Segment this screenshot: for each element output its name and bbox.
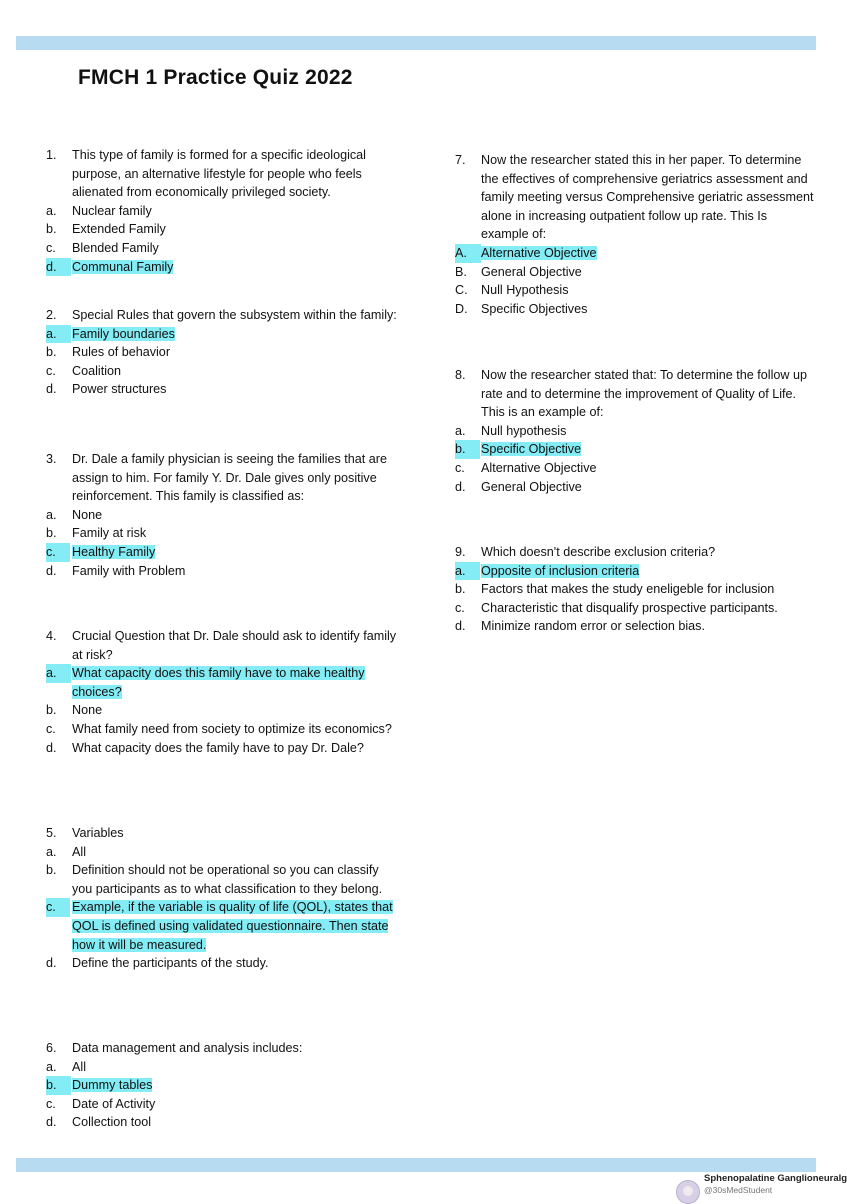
question-stem bbox=[455, 543, 817, 562]
option-text: Family with Problem bbox=[72, 563, 186, 578]
option-letter: b. bbox=[46, 526, 57, 541]
question-stem bbox=[46, 450, 398, 506]
answer-option bbox=[46, 362, 398, 381]
question-8 bbox=[455, 366, 817, 496]
answer-option bbox=[46, 1095, 398, 1114]
option-letter: b. bbox=[46, 222, 57, 237]
question-stem bbox=[46, 1039, 398, 1058]
answer-option-highlighted bbox=[46, 325, 398, 344]
avatar bbox=[676, 1180, 700, 1204]
option-letter: a. bbox=[46, 325, 71, 344]
answer-option bbox=[46, 506, 398, 525]
question-number: 3. bbox=[46, 452, 57, 466]
question-text: Now the researcher stated that: To determine the follow up rate and to determine the improvement of Quality of Life. This is an example of: bbox=[481, 368, 807, 420]
answer-option bbox=[46, 202, 398, 221]
answer-option bbox=[455, 263, 817, 282]
option-letter: a. bbox=[46, 507, 57, 522]
option-text: Example, if the variable is quality of life (QOL), states that QOL is defined using validated questionnaire. Then state how it will be measured. bbox=[72, 900, 393, 952]
option-letter: a. bbox=[46, 203, 57, 218]
option-letter: a. bbox=[455, 423, 466, 438]
question-number: 1. bbox=[46, 148, 57, 162]
option-letter: b. bbox=[455, 582, 466, 597]
option-text: Date of Activity bbox=[72, 1096, 156, 1111]
option-letter: b. bbox=[46, 1076, 71, 1095]
option-text: What family need from society to optimize its economics? bbox=[72, 721, 392, 736]
answer-option-highlighted bbox=[46, 664, 398, 701]
option-letter: a. bbox=[455, 562, 480, 581]
question-9 bbox=[455, 543, 817, 636]
watermark bbox=[668, 1168, 847, 1200]
option-letter: c. bbox=[455, 460, 465, 475]
option-letter: d. bbox=[46, 258, 71, 277]
answer-option bbox=[46, 220, 398, 239]
option-letter: c. bbox=[46, 543, 70, 562]
option-letter: d. bbox=[46, 1115, 57, 1130]
option-text: Characteristic that disqualify prospective participants. bbox=[481, 600, 778, 615]
answer-option bbox=[455, 459, 817, 478]
page-title: FMCH 1 Practice Quiz 2022 bbox=[78, 66, 353, 89]
answer-option-highlighted bbox=[46, 898, 398, 954]
option-letter: d. bbox=[455, 619, 466, 634]
option-text: Family at risk bbox=[72, 526, 147, 541]
answer-option bbox=[455, 422, 817, 441]
question-number: 5. bbox=[46, 826, 57, 840]
question-text: Which doesn't describe exclusion criteria? bbox=[481, 545, 716, 559]
answer-option bbox=[455, 478, 817, 497]
option-letter: a. bbox=[46, 1059, 57, 1074]
option-text: Power structures bbox=[72, 382, 167, 397]
option-letter: c. bbox=[455, 600, 465, 615]
option-text: What capacity does the family have to pay Dr. Dale? bbox=[72, 740, 364, 755]
option-letter: A. bbox=[455, 244, 481, 263]
question-text: Crucial Question that Dr. Dale should ask to identify family at risk? bbox=[72, 629, 397, 662]
option-letter: b. bbox=[46, 863, 57, 878]
option-text: Nuclear family bbox=[72, 203, 152, 218]
answer-option bbox=[46, 562, 398, 581]
answer-option bbox=[46, 739, 398, 758]
question-text: Now the researcher stated this in her paper. To determine the effectives of comprehensive geriatrics assessment and family meeting versus Comprehensive geriatric assessment alone in increasing outpatient follow up rate. This Is example of: bbox=[481, 153, 814, 242]
top-band bbox=[16, 36, 816, 50]
option-text: What capacity does this family have to make healthy choices? bbox=[72, 666, 365, 699]
question-text: Dr. Dale a family physician is seeing the families that are assign to him. For family Y. Dr. Dale gives only positive reinforcement. This family is classified as: bbox=[72, 452, 387, 504]
answer-option bbox=[455, 580, 817, 599]
watermark-name: Sphenopalatine Ganglioneuralg bbox=[704, 1173, 847, 1184]
option-text: None bbox=[72, 507, 103, 522]
answer-option bbox=[46, 239, 398, 258]
watermark-handle: @30sMedStudent bbox=[704, 1185, 773, 1195]
option-letter: b. bbox=[46, 703, 57, 718]
option-text: Collection tool bbox=[72, 1115, 152, 1130]
option-letter: d. bbox=[455, 479, 466, 494]
option-text: Dummy tables bbox=[72, 1078, 153, 1093]
option-letter: d. bbox=[46, 956, 57, 971]
option-text: Family boundaries bbox=[72, 326, 175, 341]
option-text: Definition should not be operational so you can classify you participants as to what classification to they belong. bbox=[72, 863, 383, 896]
answer-option-highlighted bbox=[46, 1076, 398, 1095]
answer-option-highlighted bbox=[455, 244, 817, 263]
answer-option-highlighted bbox=[46, 258, 398, 277]
option-letter: d. bbox=[46, 382, 57, 397]
question-2 bbox=[46, 306, 398, 399]
option-text: Null Hypothesis bbox=[481, 283, 569, 298]
question-number: 9. bbox=[455, 545, 466, 559]
question-text: This type of family is formed for a specific ideological purpose, an alternative lifestyle for people who feels alienated from economically privileged society. bbox=[72, 148, 366, 200]
option-text: All bbox=[72, 844, 86, 859]
option-text: Minimize random error or selection bias. bbox=[481, 619, 705, 634]
answer-option-highlighted bbox=[455, 440, 817, 459]
option-letter: d. bbox=[46, 740, 57, 755]
option-text: Alternative Objective bbox=[481, 245, 597, 260]
option-text: Healthy Family bbox=[72, 544, 156, 559]
question-stem bbox=[46, 306, 398, 325]
question-6 bbox=[46, 1039, 398, 1132]
answer-option bbox=[46, 524, 398, 543]
answer-option bbox=[46, 1058, 398, 1077]
question-number: 2. bbox=[46, 308, 57, 322]
option-letter: c. bbox=[46, 240, 56, 255]
option-text: Opposite of inclusion criteria bbox=[481, 563, 640, 578]
question-stem bbox=[455, 151, 817, 244]
option-text: Null hypothesis bbox=[481, 423, 567, 438]
option-text: Extended Family bbox=[72, 222, 166, 237]
option-letter: a. bbox=[46, 664, 71, 683]
option-letter: c. bbox=[46, 1096, 56, 1111]
answer-option bbox=[46, 954, 398, 973]
option-letter: D. bbox=[455, 301, 468, 316]
question-7 bbox=[455, 151, 817, 318]
option-text: Communal Family bbox=[72, 259, 174, 274]
option-text: General Objective bbox=[481, 264, 582, 279]
option-text: Alternative Objective bbox=[481, 460, 597, 475]
question-3 bbox=[46, 450, 398, 580]
question-4 bbox=[46, 627, 398, 757]
question-number: 7. bbox=[455, 153, 466, 167]
option-text: Specific Objective bbox=[481, 442, 582, 457]
answer-option bbox=[46, 861, 398, 898]
question-text: Special Rules that govern the subsystem within the family: bbox=[72, 308, 397, 322]
option-text: All bbox=[72, 1059, 86, 1074]
answer-option bbox=[46, 343, 398, 362]
option-text: Define the participants of the study. bbox=[72, 956, 269, 971]
option-letter: c. bbox=[46, 898, 70, 917]
question-text: Variables bbox=[72, 826, 124, 840]
option-letter: B. bbox=[455, 264, 467, 279]
question-stem bbox=[46, 824, 398, 843]
answer-option bbox=[46, 1113, 398, 1132]
option-letter: c. bbox=[46, 363, 56, 378]
question-1 bbox=[46, 146, 398, 276]
option-letter: b. bbox=[46, 345, 57, 360]
option-text: Blended Family bbox=[72, 240, 159, 255]
answer-option bbox=[455, 300, 817, 319]
option-text: General Objective bbox=[481, 479, 582, 494]
answer-option bbox=[46, 380, 398, 399]
option-text: Coalition bbox=[72, 363, 122, 378]
answer-option bbox=[455, 599, 817, 618]
question-stem bbox=[455, 366, 817, 422]
option-letter: C. bbox=[455, 283, 468, 298]
option-letter: d. bbox=[46, 563, 57, 578]
question-number: 4. bbox=[46, 629, 57, 643]
answer-option-highlighted bbox=[455, 562, 817, 581]
option-text: Factors that makes the study eneligeble for inclusion bbox=[481, 582, 775, 597]
question-number: 8. bbox=[455, 368, 466, 382]
option-letter: c. bbox=[46, 721, 56, 736]
question-stem bbox=[46, 627, 398, 664]
question-text: Data management and analysis includes: bbox=[72, 1041, 303, 1055]
answer-option bbox=[455, 617, 817, 636]
option-letter: b. bbox=[455, 440, 480, 459]
answer-option bbox=[46, 720, 398, 739]
option-letter: a. bbox=[46, 844, 57, 859]
question-stem bbox=[46, 146, 398, 202]
option-text: Specific Objectives bbox=[481, 301, 588, 316]
option-text: Rules of behavior bbox=[72, 345, 171, 360]
question-number: 6. bbox=[46, 1041, 57, 1055]
answer-option-highlighted bbox=[46, 543, 398, 562]
question-5 bbox=[46, 824, 398, 973]
answer-option bbox=[46, 843, 398, 862]
answer-option bbox=[46, 701, 398, 720]
answer-option bbox=[455, 281, 817, 300]
option-text: None bbox=[72, 703, 103, 718]
